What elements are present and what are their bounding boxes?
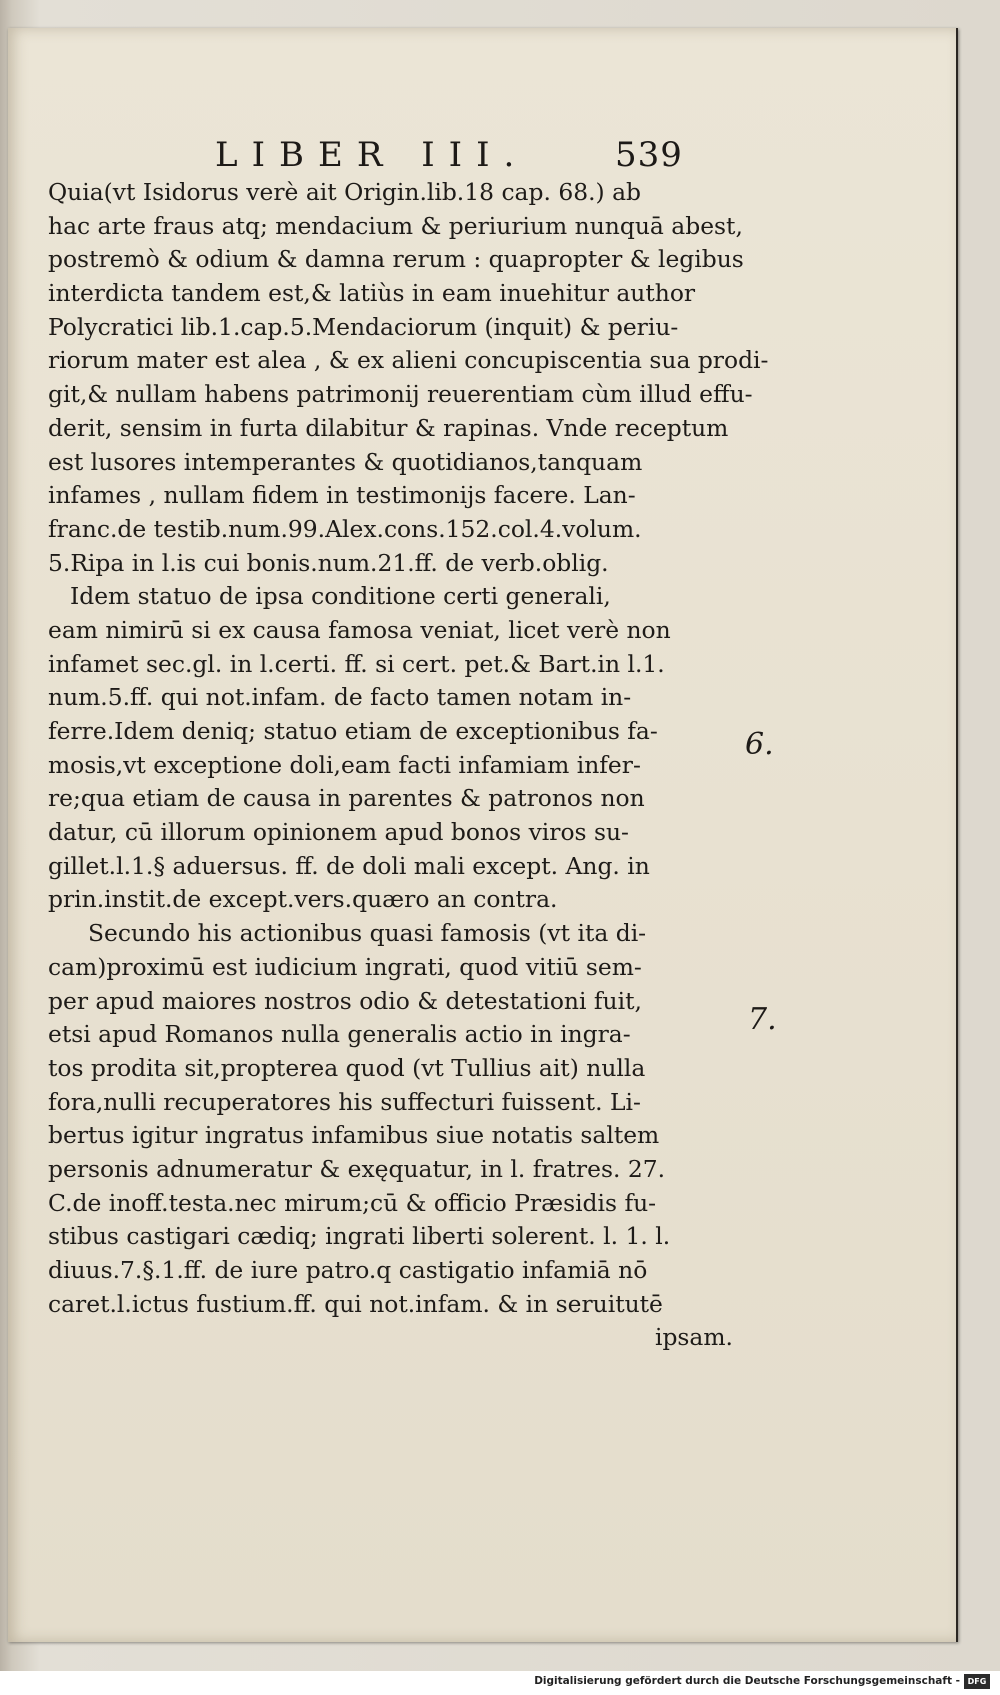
running-head: LIBER III. bbox=[215, 135, 529, 175]
text-line: prin.instit.de except.vers.quæro an contra. bbox=[48, 885, 558, 914]
text-line: ferre.Idem deniq; statuo etiam de exceptionibus fa- bbox=[48, 717, 658, 745]
text-line: eam nimirū si ex causa famosa veniat, licet verè non bbox=[48, 615, 671, 644]
text-line: stibus castigari cædiq; ingrati liberti solerent. l. 1. l. bbox=[48, 1222, 671, 1251]
text-line: diuus.7.§.1.ff. de iure patro.q castigatio infamiā nō bbox=[48, 1256, 648, 1284]
text-line: caret.l.ictus fustium.ff. qui not.infam. & in seruitutē bbox=[48, 1289, 663, 1318]
text-line: cam)proximū est iudicium ingrati, quod vitiū sem- bbox=[48, 952, 642, 981]
text-line: etsi apud Romanos nulla generalis actio in ingra- bbox=[48, 1020, 631, 1049]
footer-bar bbox=[0, 1671, 1000, 1695]
text-line: Quia(vt Isidorus verè ait Origin.lib.18 cap. 68.) ab bbox=[48, 178, 642, 206]
text-line: gillet.l.1.§ aduersus. ff. de doli mali except. Ang. in bbox=[48, 851, 650, 880]
text-line: tos prodita sit,propterea quod (vt Tullius ait) nulla bbox=[48, 1053, 646, 1082]
text-line: datur, cū illorum opinionem apud bonos viros su- bbox=[48, 818, 629, 847]
text-line: hac arte fraus atq; mendacium & periurium nunquā abest, bbox=[48, 211, 743, 240]
text-line: git,& nullam habens patrimonij reuerentiam cùm illud effu- bbox=[48, 380, 753, 409]
text-line: franc.de testib.num.99.Alex.cons.152.col.4.volum. bbox=[48, 514, 642, 543]
text-line: Polycratici lib.1.cap.5.Mendaciorum (inquit) & periu- bbox=[48, 312, 679, 341]
footer-credit: Digitalisierung gefördert durch die Deutsche Forschungsgemeinschaft - bbox=[534, 1675, 960, 1687]
body-text bbox=[48, 176, 769, 1355]
text-line: derit, sensim in furta dilabitur & rapinas. Vnde receptum bbox=[48, 413, 729, 442]
text-line: 5.Ripa in l.is cui bonis.num.21.ff. de verb.oblig. bbox=[48, 548, 609, 577]
text-line: re;qua etiam de causa in parentes & patronos non bbox=[48, 784, 645, 813]
text-line: infamet sec.gl. in l.certi. ff. si cert. pet.& Bart.in l.1. bbox=[48, 649, 665, 678]
text-line: Idem statuo de ipsa conditione certi generali, bbox=[70, 582, 611, 611]
margin-note-6: 6. bbox=[745, 727, 774, 762]
text-line: infames , nullam fidem in testimonijs facere. Lan- bbox=[48, 481, 636, 510]
text-line: est lusores intemperantes & quotidianos,tanquam bbox=[48, 447, 643, 476]
text-line-final: ipsam. bbox=[654, 1323, 733, 1352]
text-line: C.de inoff.testa.nec mirum;cū & officio Præsidis fu- bbox=[48, 1188, 657, 1217]
text-line: per apud maiores nostros odio & detestationi fuit, bbox=[48, 986, 642, 1015]
text-line: fora,nulli recuperatores his suffecturi fuissent. Li- bbox=[48, 1087, 641, 1116]
text-line: num.5.ff. qui not.infam. de facto tamen notam in- bbox=[48, 683, 632, 712]
text-line: interdicta tandem est,& latiùs in eam inuehitur author bbox=[48, 279, 696, 308]
text-line: mosis,vt exceptione doli,eam facti infamiam infer- bbox=[48, 750, 641, 779]
text-line: personis adnumeratur & exęquatur, in l. fratres. 27. bbox=[48, 1154, 666, 1183]
text-line: Secundo his actionibus quasi famosis (vt ita di- bbox=[88, 919, 647, 948]
text-line: postremò & odium & damna rerum : quapropter & legibus bbox=[48, 245, 744, 274]
text-line: bertus igitur ingratus infamibus siue notatis saltem bbox=[48, 1121, 660, 1150]
margin-note-7: 7. bbox=[748, 1002, 777, 1037]
text-line: riorum mater est alea , & ex alieni concupiscentia sua prodi- bbox=[48, 346, 769, 375]
page-number: 539 bbox=[615, 135, 683, 175]
dfg-logo: DFG bbox=[964, 1674, 990, 1689]
